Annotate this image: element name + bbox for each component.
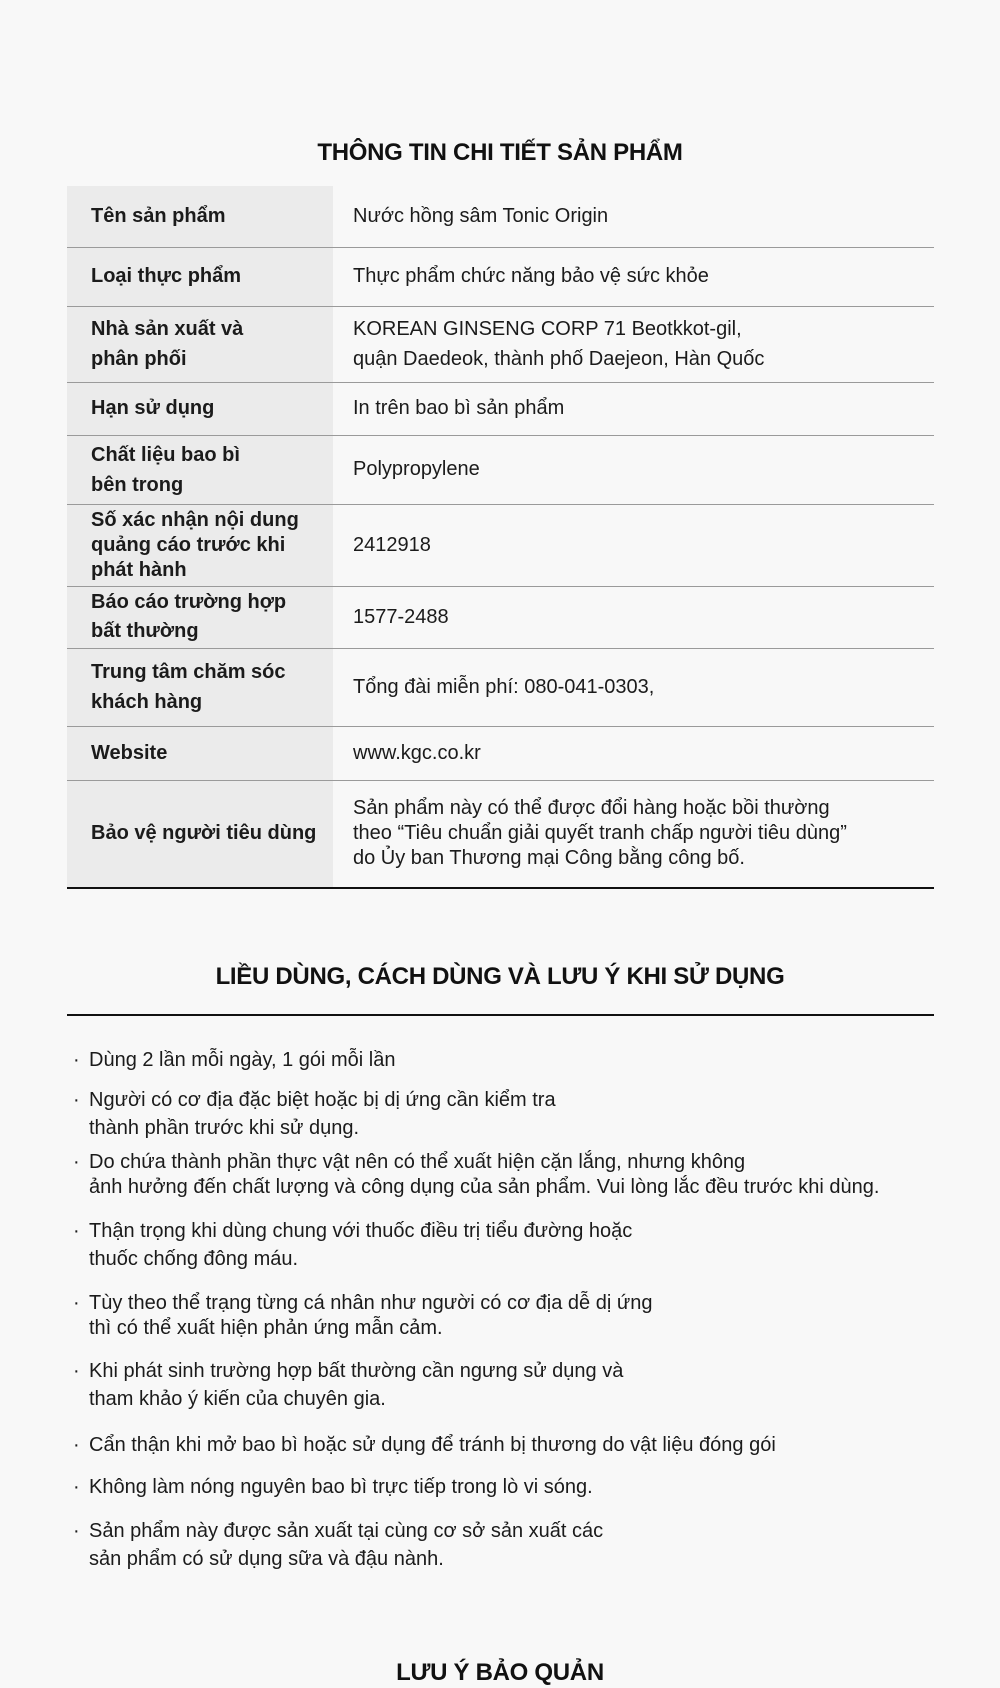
table-row (67, 586, 934, 648)
table-row (67, 247, 934, 306)
table-row (67, 648, 934, 726)
list-item (70, 1046, 970, 1074)
list-item-text: Không làm nóng nguyên bao bì trực tiếp trong lò vi sóng. (89, 1476, 593, 1498)
row-label: Bảo vệ người tiêu dùng (67, 780, 333, 888)
list-item-text: Tùy theo thể trạng từng cá nhân như người có cơ địa dễ dị ứng thì có thể xuất hiện phản ứng mẫn cảm. (89, 1292, 653, 1339)
row-label: Tên sản phẩm (67, 186, 333, 247)
bullet-icon: · (73, 1151, 80, 1173)
row-label: Hạn sử dụng (67, 382, 333, 435)
list-item (70, 1086, 970, 1142)
table-row (67, 382, 934, 435)
bullet-icon: · (73, 1220, 80, 1242)
bullet-icon: · (73, 1049, 80, 1071)
bullet-icon: · (73, 1360, 80, 1382)
bullet-icon: · (73, 1089, 80, 1111)
list-item (70, 1431, 970, 1459)
row-label: Nhà sản xuất và phân phối (67, 306, 333, 382)
list-item (70, 1150, 970, 1200)
bullet-icon: · (73, 1292, 80, 1314)
row-value: Tổng đài miễn phí: 080-041-0303, (333, 648, 934, 726)
table-row (67, 186, 934, 247)
bullet-icon: · (73, 1434, 80, 1456)
row-label: Website (67, 726, 333, 780)
table-row (67, 780, 934, 888)
row-value: 1577-2488 (333, 586, 934, 648)
list-item-text: Dùng 2 lần mỗi ngày, 1 gói mỗi lần (89, 1049, 396, 1071)
bullet-icon: · (73, 1476, 80, 1498)
row-label: Báo cáo trường hợp bất thường (67, 586, 333, 648)
row-label: Chất liệu bao bì bên trong (67, 435, 333, 504)
list-item-text: Thận trọng khi dùng chung với thuốc điều trị tiểu đường hoặc thuốc chống đông máu. (89, 1220, 633, 1270)
row-label: Trung tâm chăm sóc khách hàng (67, 648, 333, 726)
row-value: www.kgc.co.kr (333, 726, 934, 780)
list-item (70, 1217, 970, 1273)
section-title-storage: LƯU Ý BẢO QUẢN (396, 1659, 604, 1686)
list-item-text: Do chứa thành phần thực vật nên có thể xuất hiện cặn lắng, nhưng không ảnh hưởng đến chất lượng và công dụng của sản phẩm. Vui lòng lắc đều trước khi dùng. (89, 1151, 880, 1198)
table-row (67, 435, 934, 504)
list-item-text: Khi phát sinh trường hợp bất thường cần ngưng sử dụng và tham khảo ý kiến của chuyên gia. (89, 1360, 624, 1410)
row-value: Sản phẩm này có thể được đổi hàng hoặc bồi thường theo “Tiêu chuẩn giải quyết tranh chấp người tiêu dùng” do Ủy ban Thương mại Công bằng công bố. (333, 780, 934, 888)
table-row (67, 504, 934, 586)
list-item (70, 1291, 970, 1341)
bullet-icon: · (73, 1520, 80, 1542)
section-title-product-details: THÔNG TIN CHI TIẾT SẢN PHẨM (317, 139, 683, 166)
table-row (67, 726, 934, 780)
list-item-text: Cẩn thận khi mở bao bì hoặc sử dụng để tránh bị thương do vật liệu đóng gói (89, 1434, 776, 1456)
row-value: Thực phẩm chức năng bảo vệ sức khỏe (333, 247, 934, 306)
row-value: Nước hồng sâm Tonic Origin (333, 186, 934, 247)
row-value: KOREAN GINSENG CORP 71 Beotkkot-gil, quận Daedeok, thành phố Daejeon, Hàn Quốc (333, 306, 934, 382)
row-value: In trên bao bì sản phẩm (333, 382, 934, 435)
list-item (70, 1517, 970, 1573)
row-label: Số xác nhận nội dung quảng cáo trước khi phát hành (67, 504, 333, 586)
list-item (70, 1357, 970, 1413)
product-details-table (67, 186, 934, 889)
row-value: Polypropylene (333, 435, 934, 504)
section-divider (67, 1014, 934, 1016)
row-label: Loại thực phẩm (67, 247, 333, 306)
row-value: 2412918 (333, 504, 934, 586)
list-item-text: Người có cơ địa đặc biệt hoặc bị dị ứng cần kiểm tra thành phần trước khi sử dụng. (89, 1089, 556, 1139)
table-row (67, 306, 934, 382)
list-item (70, 1473, 970, 1501)
section-title-usage: LIỀU DÙNG, CÁCH DÙNG VÀ LƯU Ý KHI SỬ DỤNG (215, 963, 785, 990)
list-item-text: Sản phẩm này được sản xuất tại cùng cơ sở sản xuất các sản phẩm có sử dụng sữa và đậu nành. (89, 1520, 604, 1570)
